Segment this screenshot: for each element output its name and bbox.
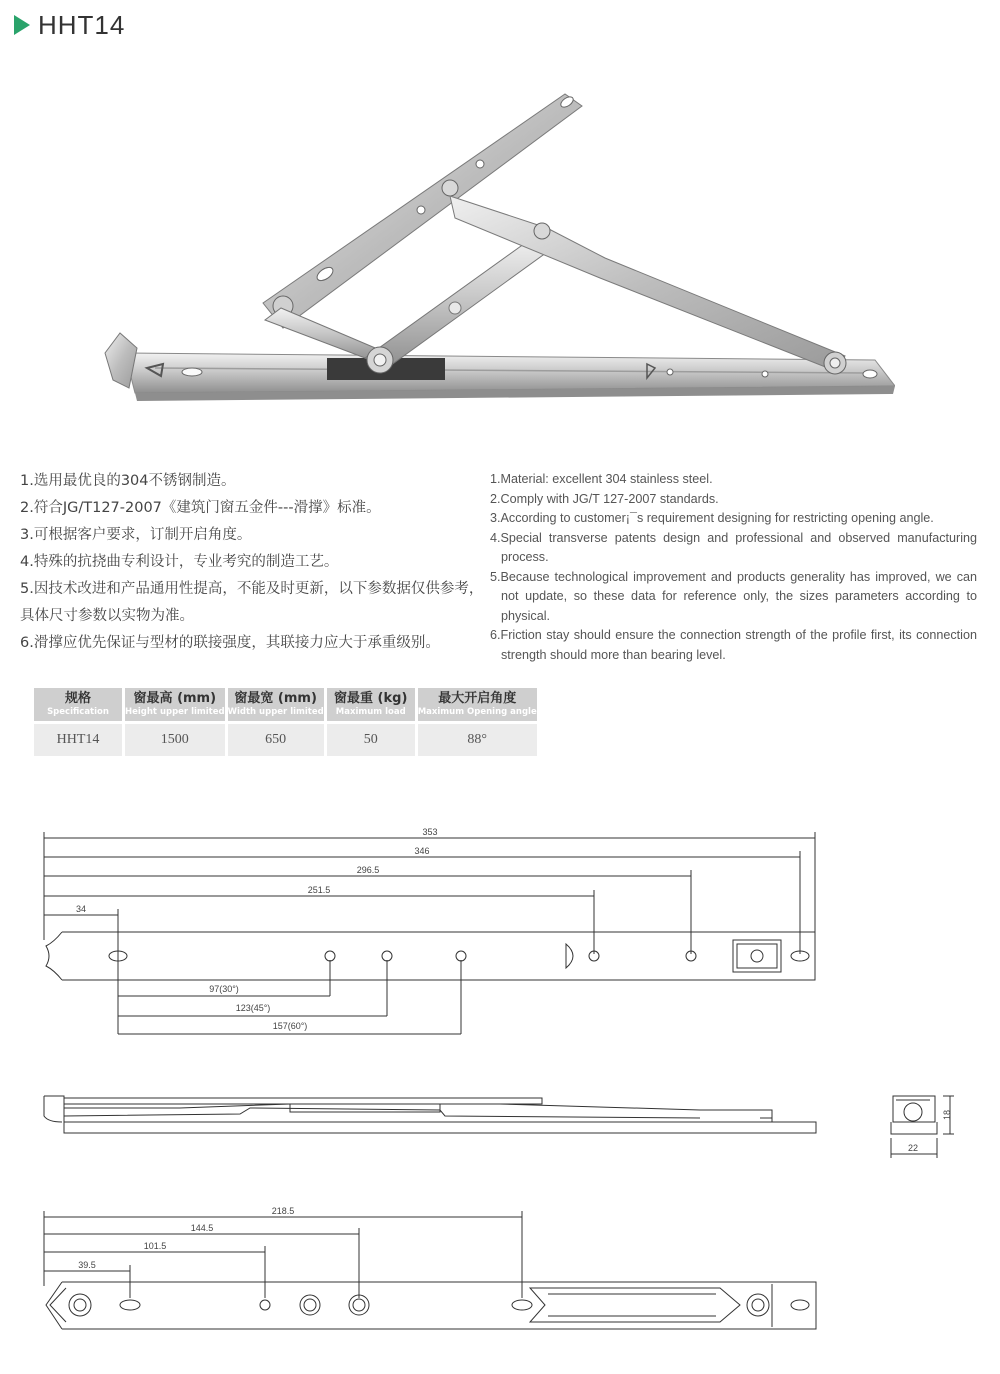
feature-cn-1: 1.选用最优良的304不锈钢制造。 bbox=[20, 473, 236, 489]
dim-123-45deg: 123(45°) bbox=[235, 1003, 271, 1013]
spec-cell-load: 50 bbox=[327, 724, 415, 756]
dim-39-5: 39.5 bbox=[78, 1260, 96, 1270]
dim-296-5: 296.5 bbox=[356, 865, 380, 875]
dim-101-5: 101.5 bbox=[143, 1241, 167, 1251]
features-english bbox=[490, 470, 977, 665]
dim-144-5: 144.5 bbox=[190, 1223, 214, 1233]
dim-157-60deg: 157(60°) bbox=[272, 1021, 308, 1031]
dim-97-30deg: 97(30°) bbox=[209, 984, 239, 994]
spec-header-width: 窗最宽 (mm) Width upper limited bbox=[228, 688, 324, 721]
spec-cell-width: 650 bbox=[228, 724, 324, 756]
features-chinese bbox=[20, 468, 485, 657]
dim-353: 353 bbox=[422, 827, 438, 837]
feature-en-2: 2.Comply with JG/T 127-2007 standards. bbox=[490, 491, 719, 506]
product-photo bbox=[95, 68, 895, 418]
spec-cell-model: HHT14 bbox=[34, 724, 122, 756]
feature-cn-3: 3.可根据客户要求，订制开启角度。 bbox=[20, 527, 252, 543]
dim-34: 34 bbox=[75, 904, 87, 914]
dim-218-5: 218.5 bbox=[271, 1206, 295, 1216]
spec-table bbox=[31, 688, 540, 756]
feature-en-3: 3.According to customer¡¯s requirement designing for restricting opening angle. bbox=[490, 511, 934, 525]
spec-header-height: 窗最高 (mm) Height upper limited bbox=[125, 688, 225, 721]
dim-346: 346 bbox=[414, 846, 430, 856]
spec-header-load: 窗最重 (kg) Maximum load bbox=[327, 688, 415, 721]
dim-251-5: 251.5 bbox=[307, 885, 331, 895]
friction-stay-illustration bbox=[95, 68, 895, 418]
feature-en-5: 5.Because technological improvement and products generality has improved, we can not update, so these data for reference only, the sizes parameters according to physical. bbox=[490, 569, 977, 623]
spec-cell-angle: 88° bbox=[418, 724, 537, 756]
spec-header-angle: 最大开启角度 Maximum Opening angle bbox=[418, 688, 537, 721]
dim-profile-22: 22 bbox=[907, 1143, 919, 1153]
page-title: HHT14 bbox=[38, 9, 126, 40]
spec-cell-height: 1500 bbox=[125, 724, 225, 756]
feature-en-4: 4.Special transverse patents design and professional and observed manufacturing process. bbox=[490, 530, 977, 564]
feature-cn-5: 5.因技术改进和产品通用性提高，不能及时更新，以下参数据仅供参考，具体尺寸参数以实物为准。 bbox=[20, 581, 484, 624]
feature-cn-6: 6.滑撑应优先保证与型材的联接强度，其联接力应大于承重级别。 bbox=[20, 635, 440, 651]
technical-drawings bbox=[0, 800, 1000, 1360]
page-header bbox=[14, 8, 125, 42]
feature-en-1: 1.Material: excellent 304 stainless steel. bbox=[490, 472, 713, 486]
feature-en-6: 6.Friction stay should ensure the connection strength of the profile first, its connection strength should more than bearing level. bbox=[490, 628, 977, 662]
spec-header-specification: 规格 Specification bbox=[34, 688, 122, 721]
table-row bbox=[34, 724, 537, 756]
play-arrow-icon bbox=[14, 15, 30, 35]
feature-cn-4: 4.特殊的抗挠曲专利设计，专业考究的制造工艺。 bbox=[20, 554, 339, 570]
dim-profile-18: 18 bbox=[942, 1109, 952, 1121]
feature-cn-2: 2.符合JG/T127-2007《建筑门窗五金件---滑撑》标准。 bbox=[20, 500, 381, 516]
